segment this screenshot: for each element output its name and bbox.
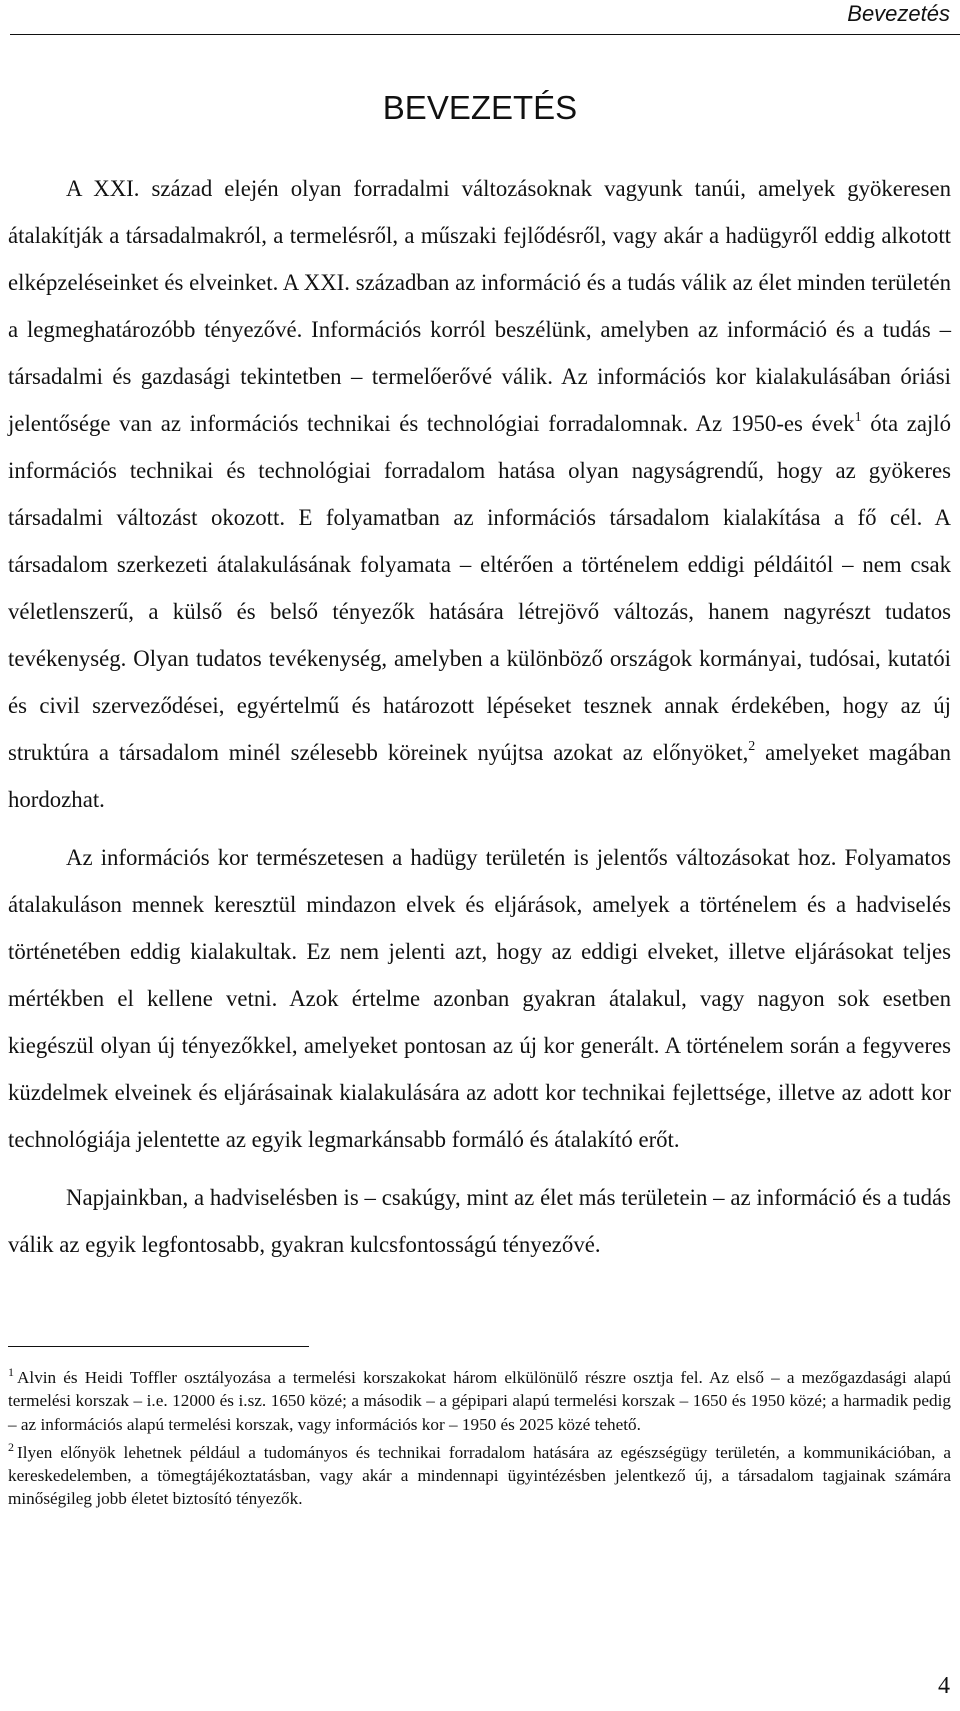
footnote-ref-2[interactable]: 2	[748, 739, 756, 754]
paragraph-1-part-1: A XXI. század elején olyan forradalmi változásoknak vagyunk tanúi, amelyek gyökeresen átalakítják a társadalmakról, a termelésről, a műszaki fejlődésről, vagy akár a hadügyről eddig alkotott elképzeléseinket és elveinket. A XXI. században az információ és a tudás válik az élet minden területén a legmeghatározóbb tényezővé. Információs korról beszélünk, amelyben az információ és a tudás – társadalmi és gazdasági tekintetben – termelőerővé válik. Az információs kor kialakulásában óriási jelentősége van az információs technikai és technológiai forradalomnak. Az 1950-es évek	[8, 176, 951, 436]
paragraph-1	[8, 165, 951, 823]
page-title: BEVEZETÉS	[382, 89, 578, 126]
footnote-1	[8, 1366, 951, 1436]
footnote-mark-1: 1	[8, 1365, 14, 1379]
footnote-2	[8, 1441, 951, 1511]
paragraph-1-part-3: amelyeket magában hordozhat.	[8, 740, 951, 812]
header-rule	[10, 34, 960, 35]
footnote-separator	[8, 1346, 309, 1347]
paragraph-2: Az információs kor természetesen a hadügy területén is jelentős változásokat hoz. Folyamatos átalakuláson mennek keresztül mindazon elvek és eljárások, amelyek a történelem és a hadviselés történetében eddig kialakultak. Ez nem jelenti azt, hogy az eddigi elveket, illetve eljárásokat teljes mértékben el kellene vetni. Azok értelme azonban gyakran átalakul, vagy nagyon sok esetben kiegészül olyan új tényezőkkel, amelyeket pontosan az új kor generált. A történelem során a fegyveres küzdelmek elveinek és eljárásainak kialakulására az adott kor technikai fejlettsége, illetve az adott kor technológiája jelentette az egyik legmarkánsabb formáló és átalakító erőt.	[8, 845, 951, 1152]
footnote-text-2: Ilyen előnyök lehetnek például a tudományos és technikai forradalom hatására az egészségügy területén, a kommunikációban, a kereskedelemben, a tömegtájékoztatásban, vagy akár a mindennapi ügyintézésben jelentkező új, a társadalom tagjainak számára minőségileg jobb életet biztosító tényezők.	[8, 1442, 951, 1509]
footnote-text-1: Alvin és Heidi Toffler osztályozása a termelési korszakokat három elkülönülő részre osztja fel. Az első – a mezőgazdasági alapú termelési korszak – i.e. 12000 és i.sz. 1650 közé; a második – a gépipari alapú termelési korszak – 1650 és 1950 közé; a harmadik pedig – az információs alapú termelési korszak, vagy információs kor – 1950 és 2025 közé tehető.	[8, 1368, 951, 1434]
body-text	[8, 165, 951, 1268]
running-header: Bevezetés	[847, 1, 950, 26]
footnote-ref-1[interactable]: 1	[854, 410, 862, 425]
footnotes	[8, 1366, 951, 1516]
paragraph-1-part-2: óta zajló információs technikai és technológiai forradalom hatása olyan nagyságrendű, hogy az gyökeres társadalmi változást okozott. E folyamatban az információs társadalom kialakítása a fő cél. A társadalom szerkezeti átalakulásának folyamata – eltérően a történelem eddigi példáitól – nem csak véletlenszerű, a külső és belső tényezők hatására létrejövő változás, hanem nagyrészt tudatos tevékenység. Olyan tudatos tevékenység, amelyben a különböző országok kormányai, tudósai, kutatói és civil szerveződései, egyértelmű és határozott lépéseket tesznek annak érdekében, hogy az új struktúra a társadalom minél szélesebb köreinek nyújtsa azokat az előnyöket,	[8, 411, 951, 765]
paragraph-3: Napjainkban, a hadviselésben is – csakúgy, mint az élet más területein – az információ és a tudás válik az egyik legfontosabb, gyakran kulcsfontosságú tényezővé.	[8, 1185, 951, 1257]
page-number: 4	[938, 1673, 950, 1699]
footnote-mark-2: 2	[8, 1439, 14, 1454]
